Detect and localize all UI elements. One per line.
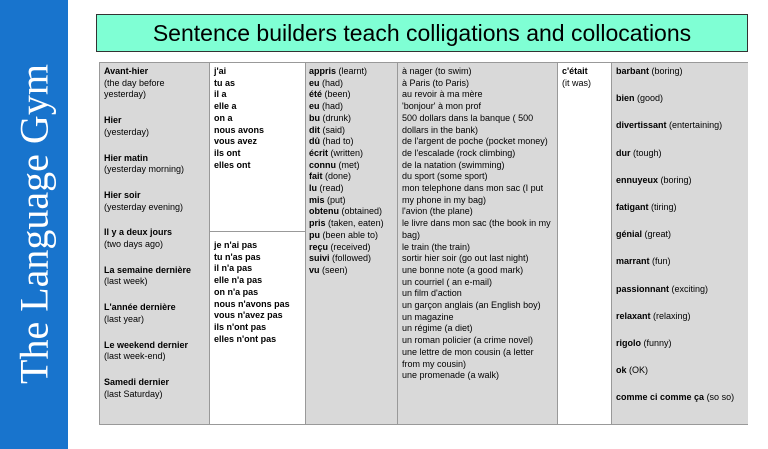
column-cetait <box>558 63 612 424</box>
time-fr: Il y a deux jours <box>104 227 173 238</box>
participle-fr: fait <box>309 171 323 182</box>
adjective-en: (exciting) <box>671 283 709 294</box>
page-title: Sentence builders teach colligations and collocations <box>152 19 692 46</box>
adjective-item <box>616 284 745 296</box>
cetait-fr: c'était <box>562 66 588 76</box>
complement-item: le livre dans mon sac (the book in my bag) <box>402 218 551 240</box>
participle-fr: eu <box>309 77 320 88</box>
subject-neg-item: elle n'a pas <box>214 275 263 286</box>
subject-item: on a <box>214 112 233 123</box>
adjective-en: (boring) <box>651 66 683 76</box>
time-group <box>104 340 206 363</box>
participle-item <box>309 148 394 160</box>
participle-item <box>309 218 394 230</box>
adjective-item <box>616 66 745 78</box>
subject-item: ils ont <box>214 147 241 158</box>
subject-neg-item: nous n'avons pas <box>214 298 290 309</box>
adjective-item <box>616 120 745 132</box>
time-en: (last week) <box>104 276 148 287</box>
adjective-item <box>616 338 745 350</box>
subject-neg-item: il n'a pas <box>214 263 253 274</box>
participle-fr: écrit <box>309 147 329 158</box>
subject-item: j'ai <box>214 66 227 76</box>
adjective-fr: comme ci comme ça <box>616 392 705 403</box>
cetait-en: (it was) <box>562 77 591 88</box>
complement-item: un courriel ( an e-mail) <box>402 276 493 287</box>
adjective-en: (relaxing) <box>653 310 691 321</box>
column-time-expressions <box>100 63 210 424</box>
time-group <box>104 302 206 325</box>
time-en: (yesterday evening) <box>104 201 184 212</box>
participle-fr: vu <box>309 264 320 275</box>
complement-item: au revoir à ma mère <box>402 89 483 100</box>
participle-en: (had) <box>322 101 344 112</box>
adjective-fr: dur <box>616 147 631 158</box>
adjective-fr: divertissant <box>616 120 667 131</box>
time-en: (last year) <box>104 313 145 324</box>
adjective-item <box>616 202 745 214</box>
column-adjectives <box>612 63 748 424</box>
participle-item <box>309 160 394 172</box>
complement-item: l'avion (the plane) <box>402 206 473 217</box>
column-subject-auxiliary <box>210 63 306 424</box>
participle-en: (read) <box>319 183 344 194</box>
participle-item <box>309 136 394 148</box>
time-fr: La semaine dernière <box>104 264 192 275</box>
participle-item <box>309 78 394 90</box>
participle-item <box>309 253 394 265</box>
time-fr: Hier matin <box>104 152 149 163</box>
subject-negative-cell <box>210 232 305 345</box>
time-en: (last Saturday) <box>104 388 163 399</box>
complement-item: une promenade (a walk) <box>402 370 500 381</box>
time-group <box>104 190 206 213</box>
complement-item: un garçon anglais (an English boy) <box>402 300 541 311</box>
participle-en: (met) <box>338 159 360 170</box>
time-en: (yesterday) <box>104 126 150 137</box>
subject-item: nous avons <box>214 124 265 135</box>
adjective-fr: relaxant <box>616 310 651 321</box>
participle-fr: appris <box>309 66 337 76</box>
complement-item: de l'argent de poche (pocket money) <box>402 136 548 147</box>
time-fr: Avant-hier <box>104 66 149 76</box>
complement-item: un magazine <box>402 311 454 322</box>
complement-item: à nager (to swim) <box>402 66 472 76</box>
time-fr: Hier <box>104 115 122 126</box>
adjective-en: (good) <box>637 93 664 104</box>
time-group <box>104 265 206 288</box>
complement-item: un film d'action <box>402 288 462 299</box>
complement-item: une bonne note (a good mark) <box>402 264 524 275</box>
adjective-en: (funny) <box>643 338 672 349</box>
participle-item <box>309 206 394 218</box>
time-fr: Le weekend dernier <box>104 339 189 350</box>
time-en: (yesterday morning) <box>104 164 185 175</box>
subject-item: tu as <box>214 77 236 88</box>
participle-en: (put) <box>327 194 346 205</box>
time-group <box>104 227 206 250</box>
time-group <box>104 377 206 400</box>
time-fr: Samedi dernier <box>104 376 170 387</box>
subject-neg-item: je n'ai pas <box>214 240 258 250</box>
adjective-en: (tough) <box>633 147 662 158</box>
participle-fr: été <box>309 89 323 100</box>
adjective-item <box>616 229 745 241</box>
participle-en: (received) <box>330 241 371 252</box>
adjective-en: (OK) <box>629 365 649 376</box>
complement-item: un roman policier (a crime novel) <box>402 335 534 346</box>
adjective-fr: passionnant <box>616 283 670 294</box>
participle-fr: mis <box>309 194 325 205</box>
participle-fr: dû <box>309 136 320 147</box>
adjective-item <box>616 175 745 187</box>
adjective-item <box>616 392 745 404</box>
brand-logo-text: The Language Gym <box>11 64 57 384</box>
adjective-fr: fatigant <box>616 202 649 213</box>
complement-item: le train (the train) <box>402 241 471 252</box>
adjective-fr: ennuyeux <box>616 174 659 185</box>
adjective-item <box>616 365 745 377</box>
complement-item: 'bonjour' à mon prof <box>402 101 481 112</box>
subject-item: elle a <box>214 101 237 112</box>
subject-item: il a <box>214 89 227 100</box>
participle-fr: bu <box>309 112 320 123</box>
adjective-en: (boring) <box>660 174 692 185</box>
participle-item <box>309 265 394 277</box>
adjective-item <box>616 93 745 105</box>
time-group <box>104 66 206 101</box>
sentence-builder-table <box>99 62 748 425</box>
complement-item: 500 dollars dans la banque ( 500 dollars in the bank) <box>402 112 534 135</box>
page-title-box <box>96 14 748 52</box>
adjective-fr: marrant <box>616 256 650 267</box>
participle-fr: dit <box>309 124 320 135</box>
adjective-en: (entertaining) <box>669 120 723 131</box>
participle-item <box>309 113 394 125</box>
complement-item: de la natation (swimming) <box>402 159 505 170</box>
time-fr: L'année dernière <box>104 302 176 313</box>
participle-en: (taken, eaten) <box>328 218 384 229</box>
participle-en: (written) <box>330 147 364 158</box>
column-past-participles <box>306 63 398 424</box>
participle-en: (done) <box>325 171 352 182</box>
complement-item: sortir hier soir (go out last night) <box>402 253 529 264</box>
time-en: (the day before yesterday) <box>104 77 165 100</box>
participle-en: (obtained) <box>341 206 383 217</box>
participle-fr: obtenu <box>309 206 339 217</box>
participle-fr: connu <box>309 159 336 170</box>
participle-item <box>309 66 394 78</box>
participle-item <box>309 195 394 207</box>
participle-fr: lu <box>309 183 317 194</box>
column-complements <box>398 63 558 424</box>
participle-en: (had) <box>322 77 344 88</box>
subject-neg-item: tu n'as pas <box>214 251 261 262</box>
time-fr: Hier soir <box>104 189 141 200</box>
participle-en: (been) <box>324 89 351 100</box>
participle-item <box>309 230 394 242</box>
adjective-item <box>616 148 745 160</box>
complement-item: une lettre de mon cousin (a letter from my cousin) <box>402 346 534 369</box>
sidebar-banner <box>0 0 68 449</box>
participle-en: (seen) <box>322 264 348 275</box>
adjective-fr: bien <box>616 93 635 104</box>
participle-fr: suivi <box>309 253 330 264</box>
participle-fr: reçu <box>309 241 329 252</box>
time-en: (last week-end) <box>104 351 166 362</box>
participle-fr: pu <box>309 229 320 240</box>
time-en: (two days ago) <box>104 239 164 250</box>
participle-en: (had to) <box>322 136 354 147</box>
adjective-item <box>616 311 745 323</box>
participle-item <box>309 171 394 183</box>
subject-positive-cell <box>210 63 305 232</box>
adjective-item <box>616 256 745 268</box>
participle-en: (learnt) <box>338 66 368 76</box>
subject-item: elles ont <box>214 159 251 170</box>
adjective-fr: barbant <box>616 66 650 76</box>
participle-en: (been able to) <box>322 229 379 240</box>
adjective-en: (fun) <box>652 256 671 267</box>
participle-fr: pris <box>309 218 326 229</box>
time-group <box>104 115 206 138</box>
participle-en: (drunk) <box>322 112 352 123</box>
complement-item: mon telephone dans mon sac (I put my phone in my bag) <box>402 183 544 205</box>
participle-item <box>309 242 394 254</box>
adjective-en: (great) <box>644 229 672 240</box>
adjective-en: (tiring) <box>651 202 677 213</box>
participle-item <box>309 89 394 101</box>
participle-en: (followed) <box>332 253 372 264</box>
participle-item <box>309 125 394 137</box>
subject-neg-item: elles n'ont pas <box>214 333 277 344</box>
adjective-fr: rigolo <box>616 338 641 349</box>
complement-item: un régime (a diet) <box>402 323 473 334</box>
participle-item <box>309 101 394 113</box>
complement-item: de l'escalade (rock climbing) <box>402 147 516 158</box>
subject-neg-item: ils n'ont pas <box>214 321 267 332</box>
participle-fr: eu <box>309 101 320 112</box>
adjective-fr: ok <box>616 365 627 376</box>
participle-en: (said) <box>322 124 346 135</box>
participle-item <box>309 183 394 195</box>
complement-item: du sport (some sport) <box>402 171 488 182</box>
subject-neg-item: on n'a pas <box>214 286 259 297</box>
subject-item: vous avez <box>214 136 258 147</box>
adjective-en: (so so) <box>706 392 735 403</box>
adjective-fr: génial <box>616 229 643 240</box>
subject-neg-item: vous n'avez pas <box>214 310 283 321</box>
time-group <box>104 153 206 176</box>
complement-item: à Paris (to Paris) <box>402 77 470 88</box>
